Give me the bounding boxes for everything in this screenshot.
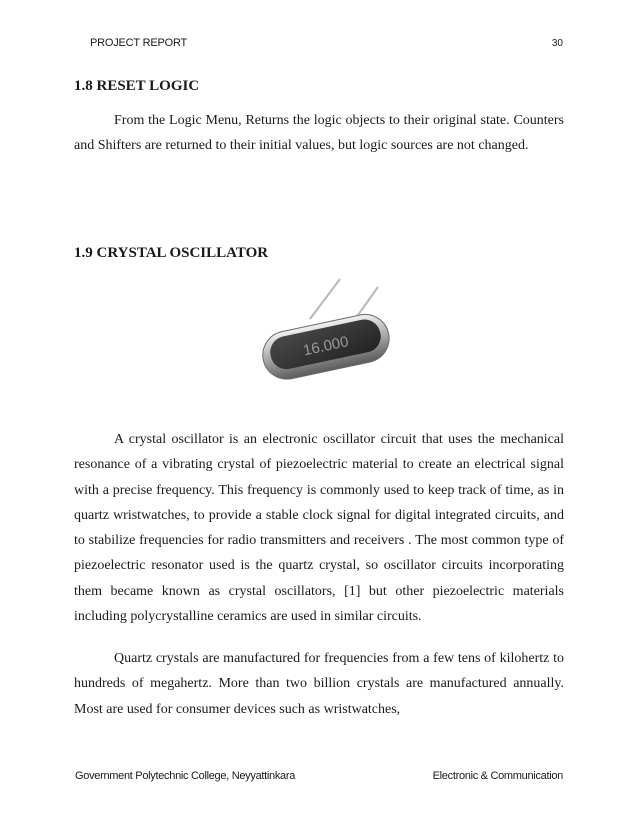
paragraph-crystal-oscillator-2: Quartz crystals are manufactured for frequencies from a few tens of kilohertz to hundreds of megahertz. More than two billion crystals are manufactured annually. Most are used for consumer devices such as wristwatches,: [74, 651, 564, 717]
section-heading-reset-logic: 1.8 RESET LOGIC: [74, 78, 200, 94]
crystal-body: [258, 310, 393, 384]
paragraph-crystal-oscillator-1: A crystal oscillator is an electronic oscillator circuit that uses the mechanical resonance of a vibrating crystal of piezoelectric material to create an electrical signal with a precise frequency. This frequency is commonly used to keep track of time, as in quartz wristwatches, to provide a stable clock signal for digital integrated circuits, and to stabilize frequencies for radio transmitters and receivers . The most common type of piezoelectric resonator used is the quartz crystal, so oscillator circuits incorporating them became known as crystal oscillators, [1] but other piezoelectric materials including polycrystalline ceramics are used in similar circuits.: [74, 432, 564, 625]
page-number: 30: [551, 38, 563, 49]
crystal-frequency-label: 16.000: [301, 333, 351, 360]
footer-department: Electronic & Communication: [432, 770, 563, 782]
crystal-oscillator-image: [240, 275, 410, 385]
footer-institution: Government Polytechnic College, Neyyattinkara: [75, 770, 296, 782]
paragraph-reset-logic: From the Logic Menu, Returns the logic objects to their original state. Counters and Shifters are returned to their initial values, but logic sources are not changed.: [74, 113, 564, 154]
section-heading-crystal-oscillator: 1.9 CRYSTAL OSCILLATOR: [74, 245, 269, 261]
header-title: PROJECT REPORT: [90, 37, 188, 49]
